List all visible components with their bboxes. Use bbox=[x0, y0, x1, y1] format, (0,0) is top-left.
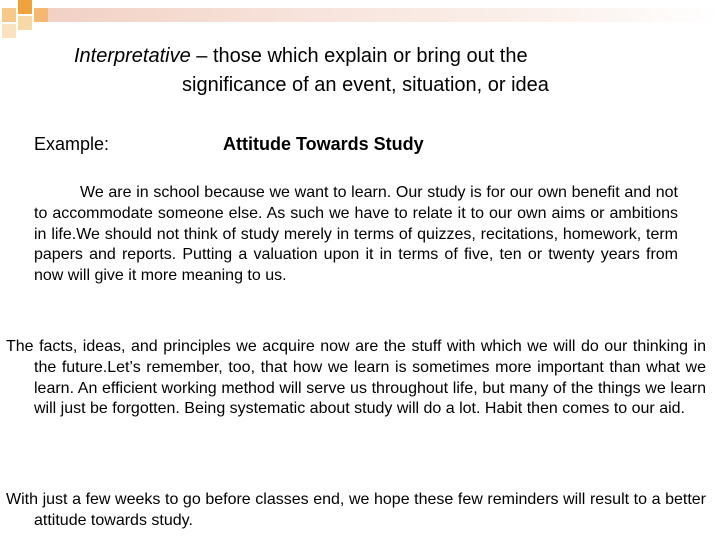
corner-square bbox=[34, 8, 48, 22]
top-gradient-band bbox=[40, 8, 720, 22]
example-label: Example: bbox=[34, 134, 110, 154]
paragraph-1: We are in school because we want to learn. Our study is for our own benefit and not to accommodate someone else. As such we have to relate it to our own aims or ambitions in life.We should not think of study merely in terms of quizzes, recitations, homework, term papers and reports. Putting a valuation upon it in terms of five, ten or twenty years from now will give it more meaning to us. bbox=[34, 184, 678, 285]
corner-square bbox=[2, 8, 16, 22]
paragraph-3: With just a few weeks to go before classes end, we hope these few reminders will result to a better attitude towards study. bbox=[6, 491, 706, 529]
corner-square bbox=[18, 16, 32, 30]
example-title: Attitude Towards Study bbox=[223, 134, 424, 154]
corner-square bbox=[18, 0, 32, 14]
heading-definition-line1: – those which explain or bring out the bbox=[190, 45, 528, 67]
heading-definition-line2: significance of an event, situation, or idea bbox=[182, 74, 549, 96]
heading-term: Interpretative bbox=[74, 45, 191, 67]
corner-square bbox=[2, 24, 16, 38]
slide-heading bbox=[74, 42, 694, 100]
paragraph-2: The facts, ideas, and principles we acquire now are the stuff with which we will do our thinking in the future.Let’s remember, too, that how we learn is sometimes more important than what we learn. An efficient working method will serve us throughout life, but many of the things we learn will just be forgotten. Being systematic about study will do a lot. Habit then comes to our aid. bbox=[6, 338, 706, 418]
